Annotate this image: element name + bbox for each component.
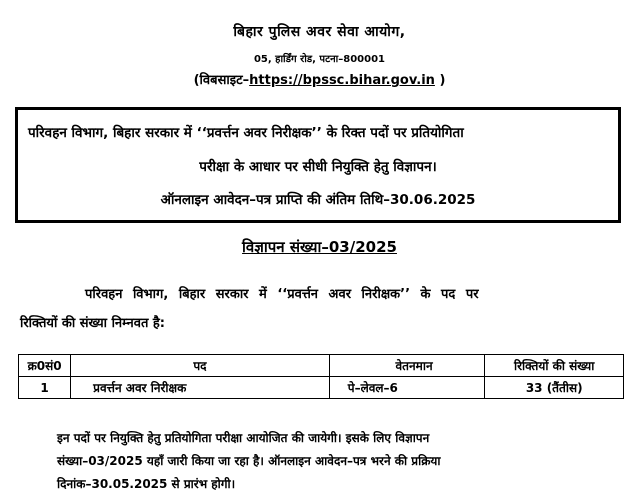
- header-post: पद: [71, 355, 330, 377]
- table-row: [19, 377, 624, 399]
- website-prefix: (विबसाइट–: [193, 73, 250, 88]
- notice-box: [15, 107, 621, 223]
- vacancy-table: [18, 354, 624, 399]
- header-serial: क्र0सं0: [19, 355, 71, 377]
- organization-name: बिहार पुलिस अवर सेवा आयोग,: [233, 24, 406, 40]
- website-line: [0, 70, 639, 88]
- body-line-1: इन पदों पर नियुक्ति हेतु प्रतियोगिता परीक्षा आयोजित की जायेगी। इसके लिए विज्ञापन: [57, 431, 430, 445]
- cell-pay-scale: पे–लेवल–6: [329, 377, 485, 399]
- website-suffix: ): [434, 73, 446, 88]
- notice-line-1: परिवहन विभाग, बिहार सरकार में ‘‘प्रवर्त्तन अवर निरीक्षक’’ के रिक्त पदों पर प्रतियोगिता: [28, 125, 464, 141]
- website-link[interactable]: https://bpssc.bihar.gov.in: [249, 73, 435, 88]
- notice-deadline: ऑनलाइन आवेदन–पत्र प्राप्ति की अंतिम तिथि–30.06.2025: [160, 192, 476, 208]
- table-header-row: [19, 355, 624, 377]
- cell-post: प्रवर्त्तन अवर निरीक्षक: [71, 377, 330, 399]
- body-line-2: संख्या–03/2025 यहाँ जारी किया जा रहा है। ऑनलाइन आवेदन–पत्र भरने की प्रक्रिया: [57, 454, 441, 468]
- header-vacancies: रिक्तियों की संख्या: [485, 355, 624, 377]
- cell-vacancies: 33 (तैंतीस): [485, 377, 624, 399]
- advertisement-number: विज्ञापन संख्या–03/2025: [242, 238, 397, 256]
- body-line-3: दिनांक–30.05.2025 से प्रारंभ होगी।: [57, 477, 236, 491]
- header-pay-scale: वेतनमान: [329, 355, 485, 377]
- intro-line-1: परिवहन विभाग, बिहार सरकार में ‘‘प्रवर्त्तन अवर निरीक्षक’’ के पद पर: [85, 287, 479, 302]
- intro-line-2: रिक्तियों की संख्या निम्नवत है:: [20, 316, 166, 331]
- organization-address: 05, हार्डिंग रोड, पटना–800001: [253, 54, 386, 65]
- notice-line-2: परीक्षा के आधार पर सीधी नियुक्ति हेतु विज्ञापन।: [199, 159, 437, 175]
- cell-serial: 1: [19, 377, 71, 399]
